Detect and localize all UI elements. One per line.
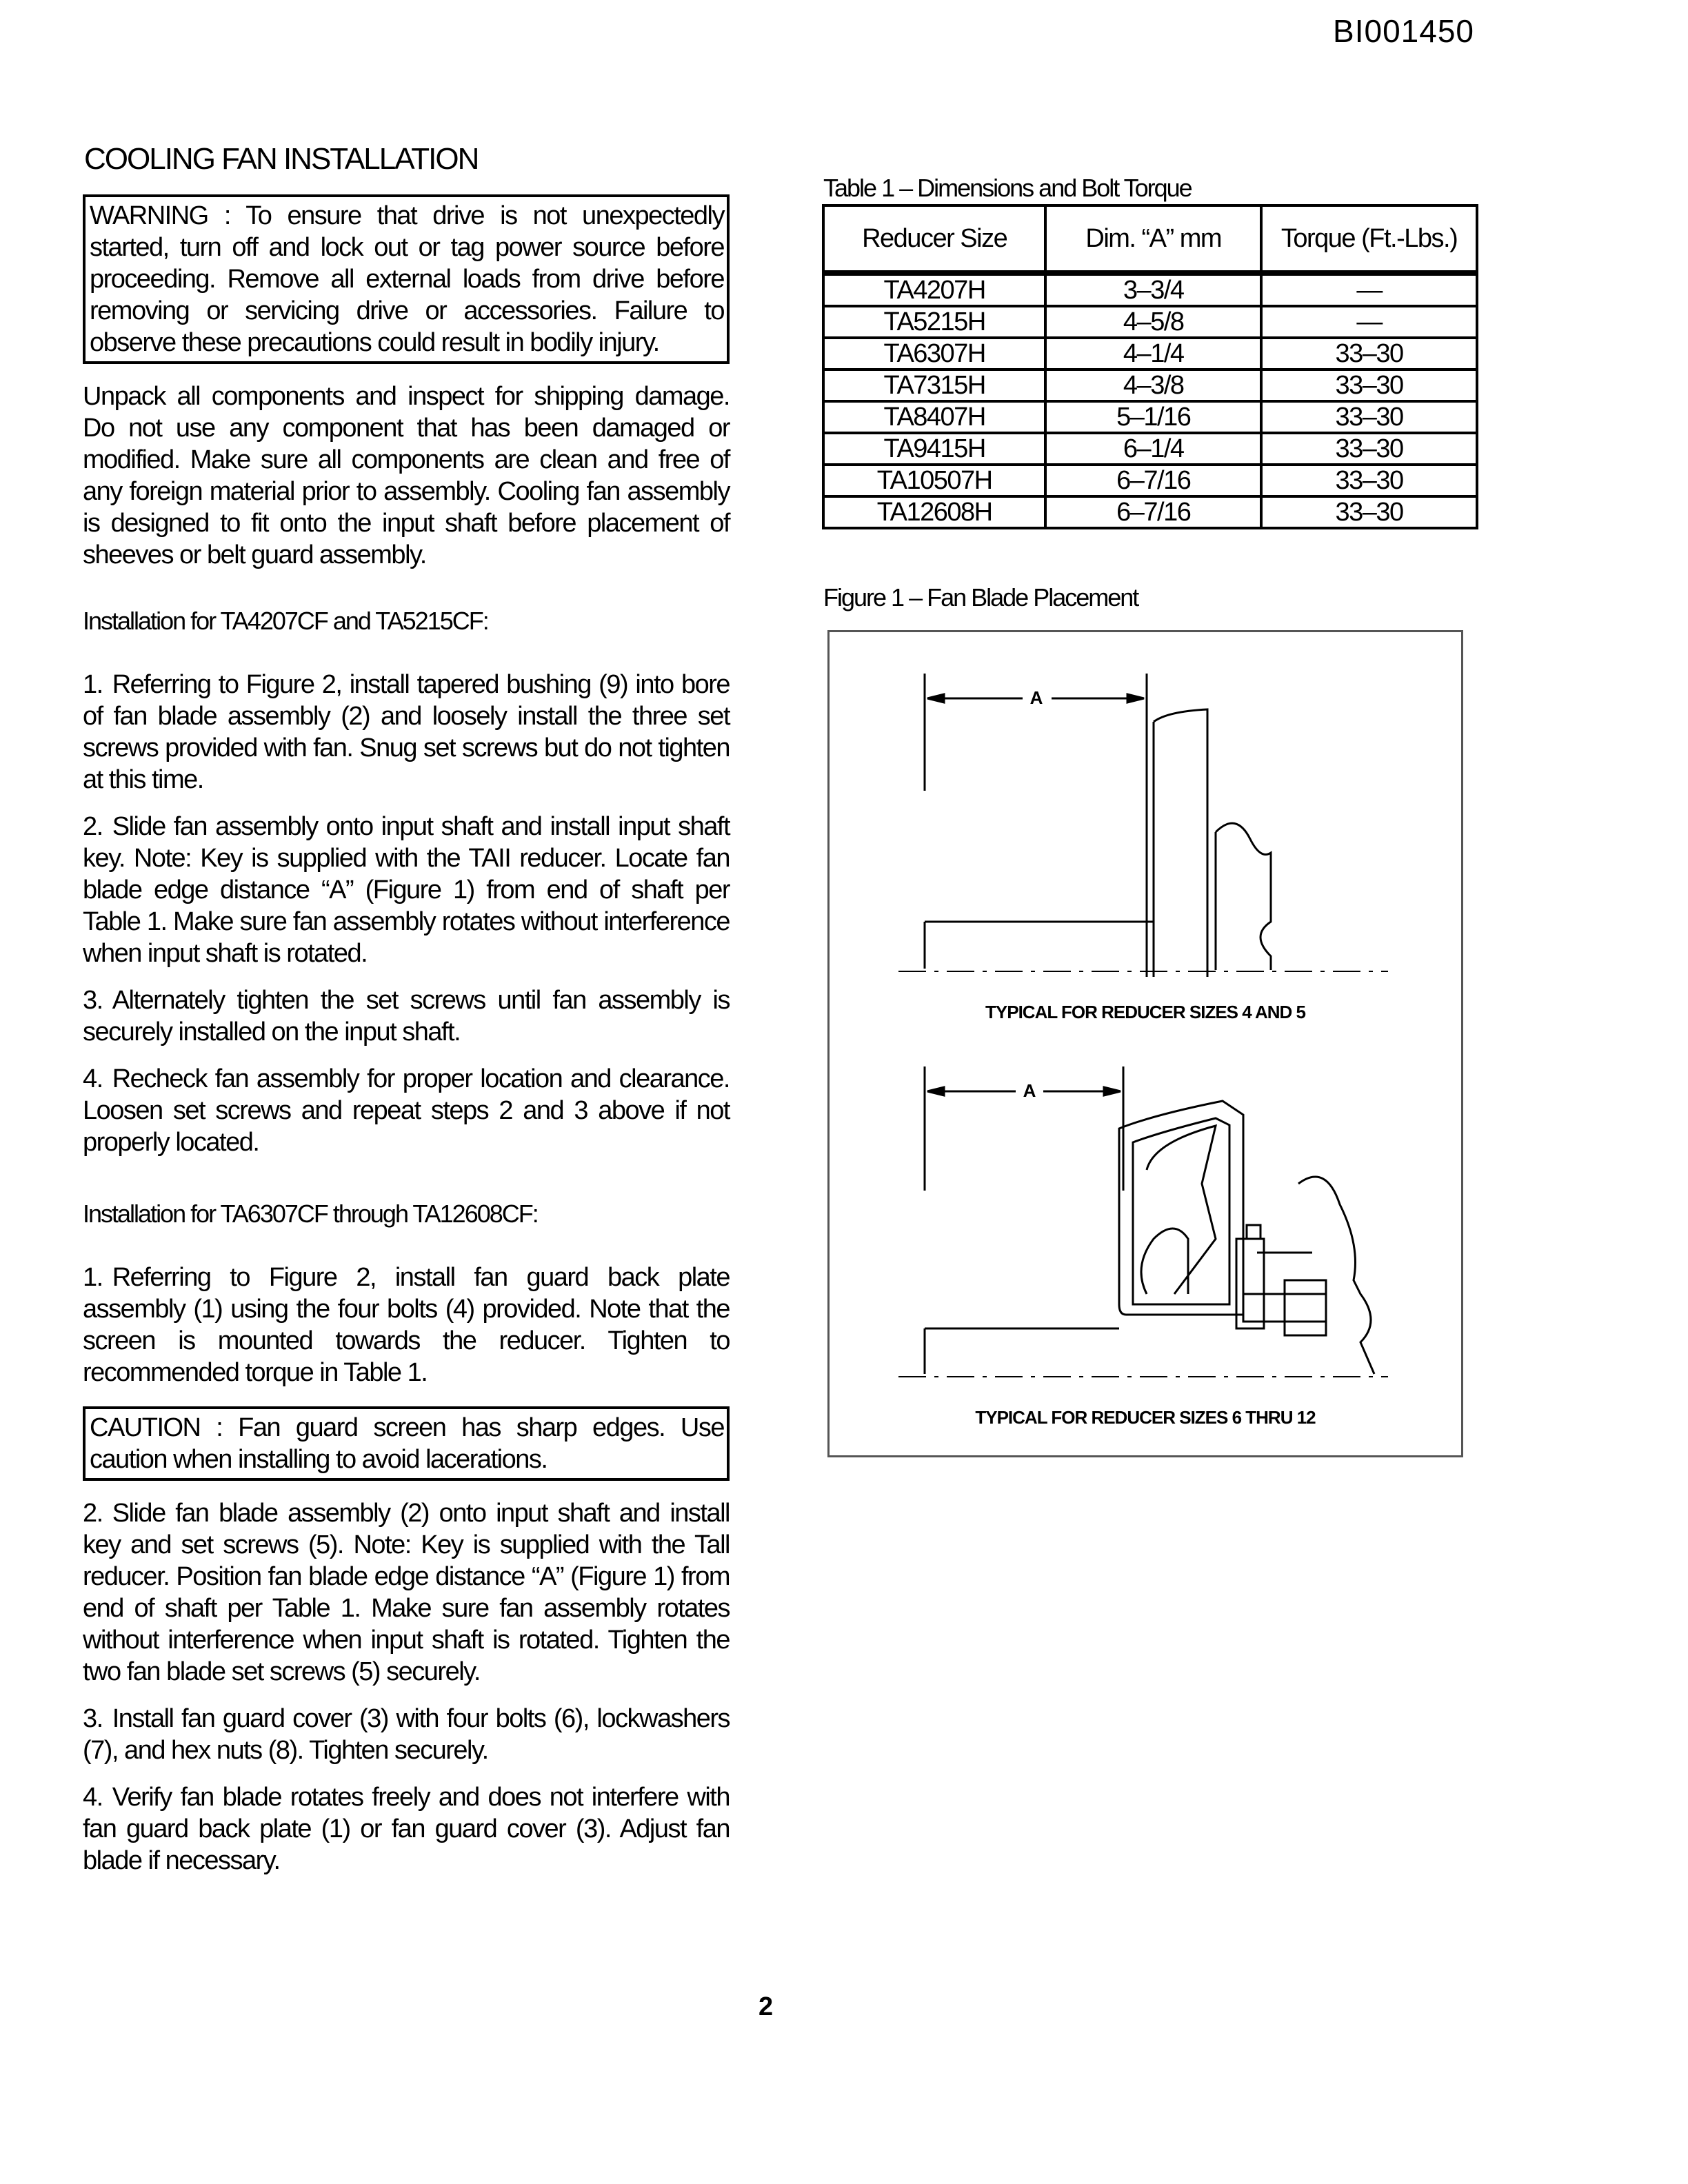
step-text: Referring to Figure 2, install fan guard back plate assembly (1) using the four bolts (4) provided. Note that the screen is mounted towards the reducer. Tighten to recommended torque in Table 1. <box>83 1263 730 1387</box>
install-small-step-4 <box>83 1063 730 1158</box>
step-number: 2. <box>83 812 103 841</box>
table-cell: 33–30 <box>1261 338 1477 370</box>
table-cell: TA12608H <box>823 496 1045 528</box>
install-small-step-1 <box>83 669 730 796</box>
step-number: 4. <box>83 1783 103 1812</box>
install-small-heading: Installation for TA4207CF and TA5215CF: <box>83 607 488 635</box>
caution-text: CAUTION : Fan guard screen has sharp edges. Use caution when installing to avoid lacerations. <box>90 1413 724 1474</box>
step-text: Alternately tighten the set screws until fan assembly is securely installed on the input shaft. <box>83 986 730 1046</box>
intro-paragraph: Unpack all components and inspect for shipping damage. Do not use any component that has been damaged or modified. Make sure all components are clean and free of any foreign material prior to assembly. Cooling fan assembly is designed to fit onto the input shaft before placement of sheeves or belt guard assembly. <box>83 382 730 569</box>
step-number: 1. <box>83 1263 103 1292</box>
figure-caption: Figure 1 – Fan Blade Placement <box>823 583 1138 611</box>
table-header-cell: Reducer Size <box>823 205 1045 273</box>
table-caption: Table 1 – Dimensions and Bolt Torque <box>823 174 1192 202</box>
step-text: Recheck fan assembly for proper location and clearance. Loosen set screws and repeat steps 2 and 3 above if not properly located. <box>83 1064 730 1157</box>
table-cell: TA10507H <box>823 465 1045 496</box>
table-cell: 33–30 <box>1261 496 1477 528</box>
table-cell: 4–1/4 <box>1045 338 1261 370</box>
table-row <box>823 465 1477 496</box>
table-row <box>823 273 1477 306</box>
table-cell: TA9415H <box>823 433 1045 465</box>
table-row <box>823 496 1477 528</box>
table-row <box>823 433 1477 465</box>
table-cell: — <box>1261 273 1477 306</box>
dimension-label-a: A <box>1023 1080 1036 1101</box>
warning-text: WARNING : To ensure that drive is not unexpectedly started, turn off and lock out or tag power source before proceeding. Remove all external loads from drive before removing or servicing drive or accessories. Failure to observe these precautions could result in bodily injury. <box>90 201 724 357</box>
table-row <box>823 401 1477 433</box>
table-cell: TA6307H <box>823 338 1045 370</box>
table-cell: 33–30 <box>1261 370 1477 401</box>
step-number: 3. <box>83 1704 103 1733</box>
table-row <box>823 338 1477 370</box>
dimension-label-a: A <box>1029 687 1043 708</box>
table-cell: 4–5/8 <box>1045 306 1261 338</box>
table-cell: 6–7/16 <box>1045 465 1261 496</box>
step-number: 3. <box>83 986 103 1015</box>
page-number: 2 <box>758 1992 774 2021</box>
top-fan-drawing <box>898 674 1388 977</box>
install-large-step-2 <box>83 1497 730 1688</box>
table-row <box>823 306 1477 338</box>
table-cell: 3–3/4 <box>1045 273 1261 306</box>
table-header-cell: Dim. “A” mm <box>1045 205 1261 273</box>
install-large-step-3 <box>83 1703 730 1766</box>
step-number: 1. <box>83 670 103 699</box>
step-text: Slide fan blade assembly (2) onto input shaft and install key and set screws (5). Note: Key is supplied with the Tall reducer. Position fan blade edge distance “A” (Figure 1) from end of shaft per Table 1. Make sure fan assembly rotates without interference when input shaft is rotated. Tighten the two fan blade set screws (5) securely. <box>83 1499 730 1686</box>
install-large-step-4 <box>83 1781 730 1877</box>
table-cell: TA7315H <box>823 370 1045 401</box>
step-number: 2. <box>83 1499 103 1528</box>
table-cell: 33–30 <box>1261 465 1477 496</box>
step-number: 4. <box>83 1064 103 1093</box>
dimensions-table <box>822 204 1478 529</box>
install-small-step-2 <box>83 811 730 969</box>
step-text: Referring to Figure 2, install tapered bushing (9) into bore of fan blade assembly (2) and loosely install the three set screws provided with fan. Snug set screws but do not tighten at this time. <box>83 670 730 794</box>
figure-frame <box>827 630 1463 1457</box>
document-id: BI001450 <box>1333 13 1474 49</box>
install-large-step-1 <box>83 1262 730 1388</box>
table-cell: — <box>1261 306 1477 338</box>
bottom-fan-drawing <box>898 1066 1388 1377</box>
table-cell: 5–1/16 <box>1045 401 1261 433</box>
table-cell: 4–3/8 <box>1045 370 1261 401</box>
step-text: Install fan guard cover (3) with four bolts (6), lockwashers (7), and hex nuts (8). Tighten securely. <box>83 1704 730 1765</box>
section-title: COOLING FAN INSTALLATION <box>84 142 479 176</box>
caution-box <box>83 1406 730 1481</box>
table-cell: TA5215H <box>823 306 1045 338</box>
table-cell: TA8407H <box>823 401 1045 433</box>
table-cell: 6–7/16 <box>1045 496 1261 528</box>
table-header-cell: Torque (Ft.-Lbs.) <box>1261 205 1477 273</box>
step-text: Slide fan assembly onto input shaft and install input shaft key. Note: Key is supplied with the TAII reducer. Locate fan blade edge distance “A” (Figure 1) from end of shaft per Table 1. Make sure fan assembly rotates without interference when input shaft is rotated. <box>83 812 730 968</box>
warning-box <box>83 194 730 364</box>
figure-note-bottom: TYPICAL FOR REDUCER SIZES 6 THRU 12 <box>975 1407 1316 1428</box>
fan-blade-placement-drawing <box>830 632 1461 1455</box>
table-cell: TA4207H <box>823 273 1045 306</box>
step-text: Verify fan blade rotates freely and does not interfere with fan guard back plate (1) or fan guard cover (3). Adjust fan blade if necessary. <box>83 1783 730 1875</box>
table-cell: 33–30 <box>1261 433 1477 465</box>
table-row <box>823 370 1477 401</box>
install-small-step-3 <box>83 984 730 1048</box>
table-header-row <box>823 205 1477 273</box>
install-small-steps <box>83 669 730 1158</box>
install-large-heading: Installation for TA6307CF through TA12608CF: <box>83 1200 538 1228</box>
install-large-steps <box>83 1497 730 1877</box>
figure-note-top: TYPICAL FOR REDUCER SIZES 4 AND 5 <box>985 1002 1305 1022</box>
table-cell: 6–1/4 <box>1045 433 1261 465</box>
table-cell: 33–30 <box>1261 401 1477 433</box>
